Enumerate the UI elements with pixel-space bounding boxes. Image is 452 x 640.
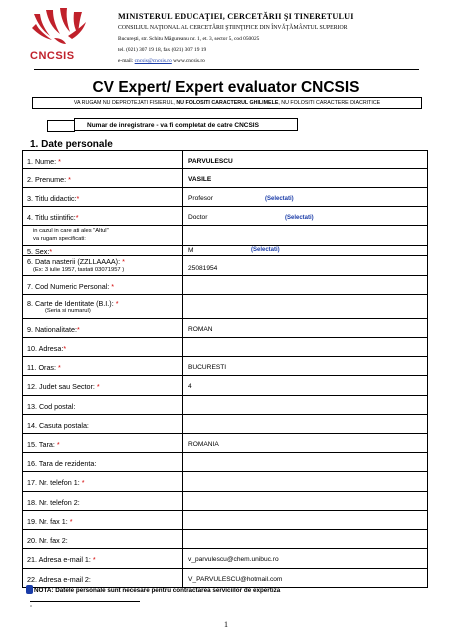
label-cell: [23, 151, 183, 168]
field-label: 12. Judet sau Sector: *: [27, 382, 100, 391]
form-row-oras: [22, 357, 428, 376]
prenume-field[interactable]: VASILE: [188, 176, 212, 183]
label-cell: [23, 246, 183, 255]
form-row-judet: [22, 376, 428, 396]
field-label: 1. Nume: *: [27, 157, 61, 166]
titlu-stiintific-select-button[interactable]: (Selectati): [285, 215, 314, 221]
form-row-telefon2: [22, 492, 428, 511]
titlu-stiintific-select[interactable]: Doctor: [188, 214, 208, 221]
email-line: [118, 58, 205, 64]
nume-field[interactable]: PARVULESCU: [188, 158, 233, 165]
email1-field[interactable]: v_parvulescu@chem.unibuc.ro: [188, 556, 279, 563]
field-label: 22. Adresa e-mail 2:: [27, 575, 91, 584]
field-label: 9. Nationalitate:*: [27, 325, 80, 334]
label-cell: [23, 338, 183, 356]
form-row-adresa: [22, 338, 428, 357]
field-label: 21. Adresa e-mail 1: *: [27, 555, 96, 564]
label-cell: [23, 188, 183, 206]
form-row-bi: [22, 295, 428, 319]
titlu-didactic-select[interactable]: Profesor: [188, 195, 213, 202]
form-row-altul: [22, 226, 428, 246]
footnote-divider: [30, 601, 140, 602]
notice-text-1: VA RUGAM NU DEPROTEJATI FISIERUL,: [73, 100, 177, 106]
label-cell: [23, 569, 183, 587]
field-label: 5. Sex:*: [27, 247, 53, 256]
email-prefix: e-mail:: [118, 58, 134, 64]
bi-hint: (Seria si numarul): [45, 308, 91, 314]
form-row-titlu-didactic: [22, 188, 428, 207]
form-row-nume: [22, 150, 428, 169]
footnote-mark: °: [30, 605, 32, 611]
field-label: 16. Tara de rezidenta:: [27, 459, 97, 468]
page-number: 1: [224, 620, 228, 629]
label-cell: [23, 434, 183, 452]
data-nasterii-field[interactable]: 25081954: [188, 265, 218, 272]
form-row-email2: [22, 569, 428, 588]
label-cell: [23, 472, 183, 491]
label-cell: [23, 376, 183, 395]
field-label: 7. Cod Numeric Personal: *: [27, 282, 115, 291]
data-nasterii-hint: (Ex: 3 iulie 1957, tastati 03071957 ): [33, 267, 125, 273]
field-label: 13. Cod postal:: [27, 402, 76, 411]
form-row-tara: [22, 434, 428, 453]
field-label: 2. Prenume: *: [27, 175, 71, 184]
address-line: Bucureşti, str. Schitu Măgureanu nr. 1, et. 3, sector 5, cod 050025: [118, 36, 260, 42]
judet-field[interactable]: 4: [188, 383, 192, 390]
notice-text-3: , NU FOLOSITI CARACTERE DIACRITICE: [278, 100, 381, 106]
form-row-fax1: [22, 511, 428, 530]
nationalitate-field[interactable]: ROMAN: [188, 326, 213, 333]
header-divider: [34, 69, 419, 70]
altul-hint-2: va rugam specificati:: [33, 236, 86, 242]
titlu-didactic-select-button[interactable]: (Selectati): [265, 196, 294, 202]
sex-select-button[interactable]: (Selectati): [251, 247, 280, 253]
field-label: 14. Casuta postala:: [27, 421, 89, 430]
label-cell: [23, 357, 183, 375]
field-label: 18. Nr. telefon 2:: [27, 498, 80, 507]
logo-wordmark: CNCSIS: [30, 50, 75, 62]
label-cell: [23, 226, 183, 245]
field-label: 4. Titlu stiintific:*: [27, 213, 79, 222]
label-cell: [23, 415, 183, 433]
label-cell: [23, 295, 183, 318]
label-cell: [23, 319, 183, 337]
form-row-telefon1: [22, 472, 428, 492]
field-label: 10. Adresa:*: [27, 344, 67, 353]
tara-field[interactable]: ROMANIA: [188, 441, 219, 448]
form-row-tara-rezidenta: [22, 453, 428, 472]
phone-fax-line: tel. (021) 307 19 18, fax (021) 307 19 19: [118, 47, 207, 53]
field-label: 8. Carte de Identitate (B.I.): *: [27, 299, 119, 308]
form-row-data-nasterii: [22, 256, 428, 276]
field-label: 11. Oras: *: [27, 363, 61, 372]
registration-number-input[interactable]: [47, 120, 75, 132]
section-title: 1. Date personale: [30, 139, 113, 150]
form-row-nationalitate: [22, 319, 428, 338]
document-title: CV Expert/ Expert evaluator CNCSIS: [92, 79, 360, 96]
field-label: 19. Nr. fax 1: *: [27, 517, 73, 526]
field-label: 17. Nr. telefon 1: *: [27, 478, 85, 487]
website-link[interactable]: www.cncsis.ro: [173, 58, 205, 64]
altul-hint-1: in cazul in care ati ales "Altul": [33, 228, 109, 234]
label-cell: [23, 453, 183, 471]
field-label: 3. Titlu didactic:*: [27, 194, 80, 203]
info-icon: [26, 585, 33, 594]
form-row-email1: [22, 549, 428, 569]
ministry-name: MINISTERUL EDUCAŢIEI, CERCETĂRII ŞI TINERETULUI: [118, 12, 354, 21]
notice-text-2: NU FOLOSITI CARACTERUL GHILIMELE: [176, 100, 279, 106]
registration-number-label: Numar de inregistrare - va fi completat de catre CNCSIS: [74, 118, 298, 131]
field-label: 20. Nr. fax 2:: [27, 536, 68, 545]
form-row-prenume: [22, 169, 428, 188]
label-cell: [23, 207, 183, 225]
council-name: CONSILIUL NAŢIONAL AL CERCETĂRII ŞTIINŢIFICE DIN ÎNVĂŢĂMÂNTUL SUPERIOR: [118, 25, 348, 31]
label-cell: [23, 276, 183, 294]
sex-select[interactable]: M: [188, 247, 194, 254]
field-label: 6. Data nasterii (ZZLLAAAA): *: [27, 257, 125, 266]
label-cell: [23, 396, 183, 414]
footer-note: NOTA: Datele personale sunt necesare pentru contractarea serviciilor de expertiza: [34, 587, 281, 594]
label-cell: [23, 492, 183, 510]
label-cell: [23, 549, 183, 568]
label-cell: [23, 530, 183, 548]
label-cell: [23, 256, 183, 275]
form-row-fax2: [22, 530, 428, 549]
field-label: 15. Tara: *: [27, 440, 60, 449]
form-row-titlu-stiintific: [22, 207, 428, 226]
form-row-cnp: [22, 276, 428, 295]
altul-input[interactable]: [187, 228, 425, 243]
form-row-sex: [22, 246, 428, 256]
email2-field[interactable]: V_PARVULESCU@hotmail.com: [188, 576, 283, 583]
label-cell: [23, 169, 183, 187]
form-row-casuta-postala: [22, 415, 428, 434]
email-link[interactable]: cncsis@cncsis.ro: [134, 58, 172, 64]
notice-banner: [32, 97, 422, 109]
oras-field[interactable]: BUCURESTI: [188, 364, 227, 371]
form-row-cod-postal: [22, 396, 428, 415]
label-cell: [23, 511, 183, 529]
